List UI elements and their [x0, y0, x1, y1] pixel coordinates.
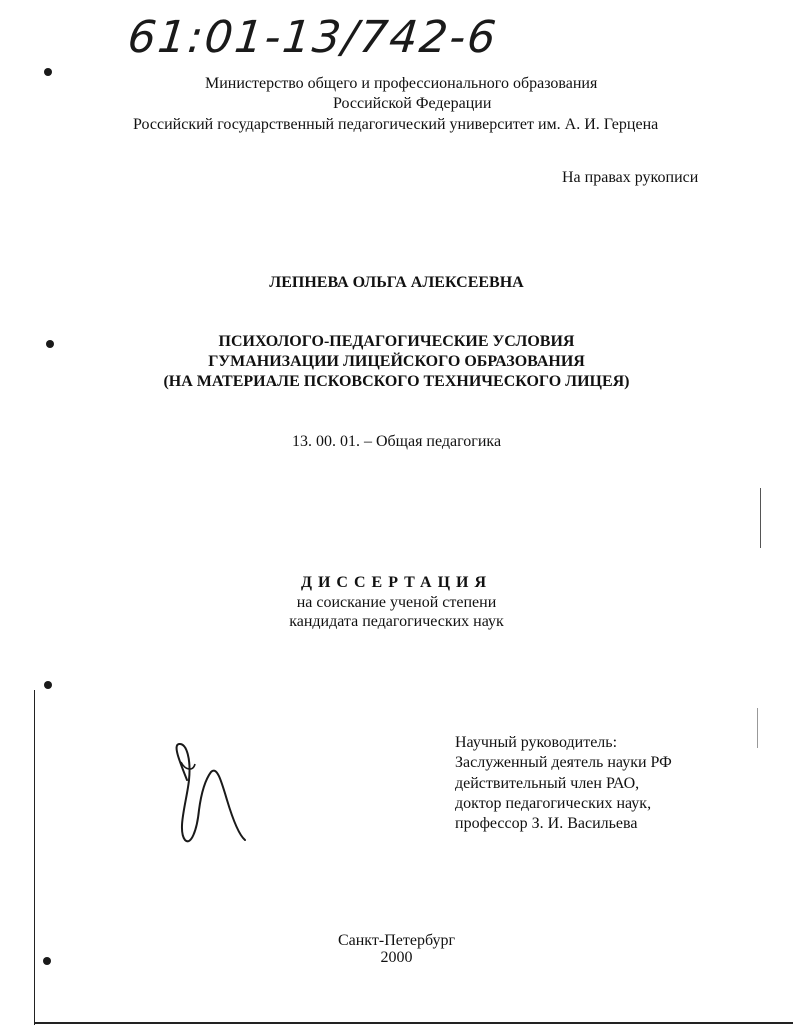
title-line-3: (НА МАТЕРИАЛЕ ПСКОВСКОГО ТЕХНИЧЕСКОГО ЛИЦЕЯ)	[163, 373, 630, 390]
specialty-code: 13. 00. 01. – Общая педагогика	[291, 433, 502, 450]
title-line-1: ПСИХОЛОГО-ПЕДАГОГИЧЕСКИЕ УСЛОВИЯ	[218, 333, 575, 350]
degree-line-2: кандидата педагогических наук	[289, 613, 504, 630]
supervisor-title-2: действительный член РАО,	[455, 775, 640, 792]
ministry-line-2: Российской Федерации	[333, 95, 492, 112]
supervisor-title-1: Заслуженный деятель науки РФ	[455, 754, 672, 771]
ministry-line-1: Министерство общего и профессионального образования	[205, 75, 598, 92]
scan-artifact-line	[760, 488, 761, 548]
city: Санкт-Петербург	[337, 932, 456, 949]
binding-hole-dot	[46, 340, 54, 348]
degree-line-1: на соискание ученой степени	[296, 594, 497, 611]
title-line-2: ГУМАНИЗАЦИИ ЛИЦЕЙСКОГО ОБРАЗОВАНИЯ	[208, 353, 585, 370]
year: 2000	[380, 949, 413, 966]
dissertation-heading: ДИССЕРТАЦИЯ	[300, 574, 493, 591]
binding-hole-dot	[43, 957, 51, 965]
binding-hole-dot	[44, 68, 52, 76]
page-edge-bottom	[34, 1022, 793, 1024]
binding-hole-dot	[44, 681, 52, 689]
supervisor-name: профессор З. И. Васильева	[455, 815, 638, 832]
author-name: ЛЕПНЕВА ОЛЬГА АЛЕКСЕЕВНА	[269, 274, 524, 291]
manuscript-note: На правах рукописи	[562, 169, 699, 186]
handwritten-catalog-number: 61:01-13/742-6	[125, 12, 501, 63]
scan-artifact-line	[757, 708, 758, 748]
page-edge-left	[34, 690, 35, 1025]
supervisor-label: Научный руководитель:	[455, 734, 618, 751]
university-line: Российский государственный педагогический университет им. А. И. Герцена	[133, 116, 659, 133]
handwritten-signature	[165, 740, 255, 850]
supervisor-title-3: доктор педагогических наук,	[455, 795, 652, 812]
